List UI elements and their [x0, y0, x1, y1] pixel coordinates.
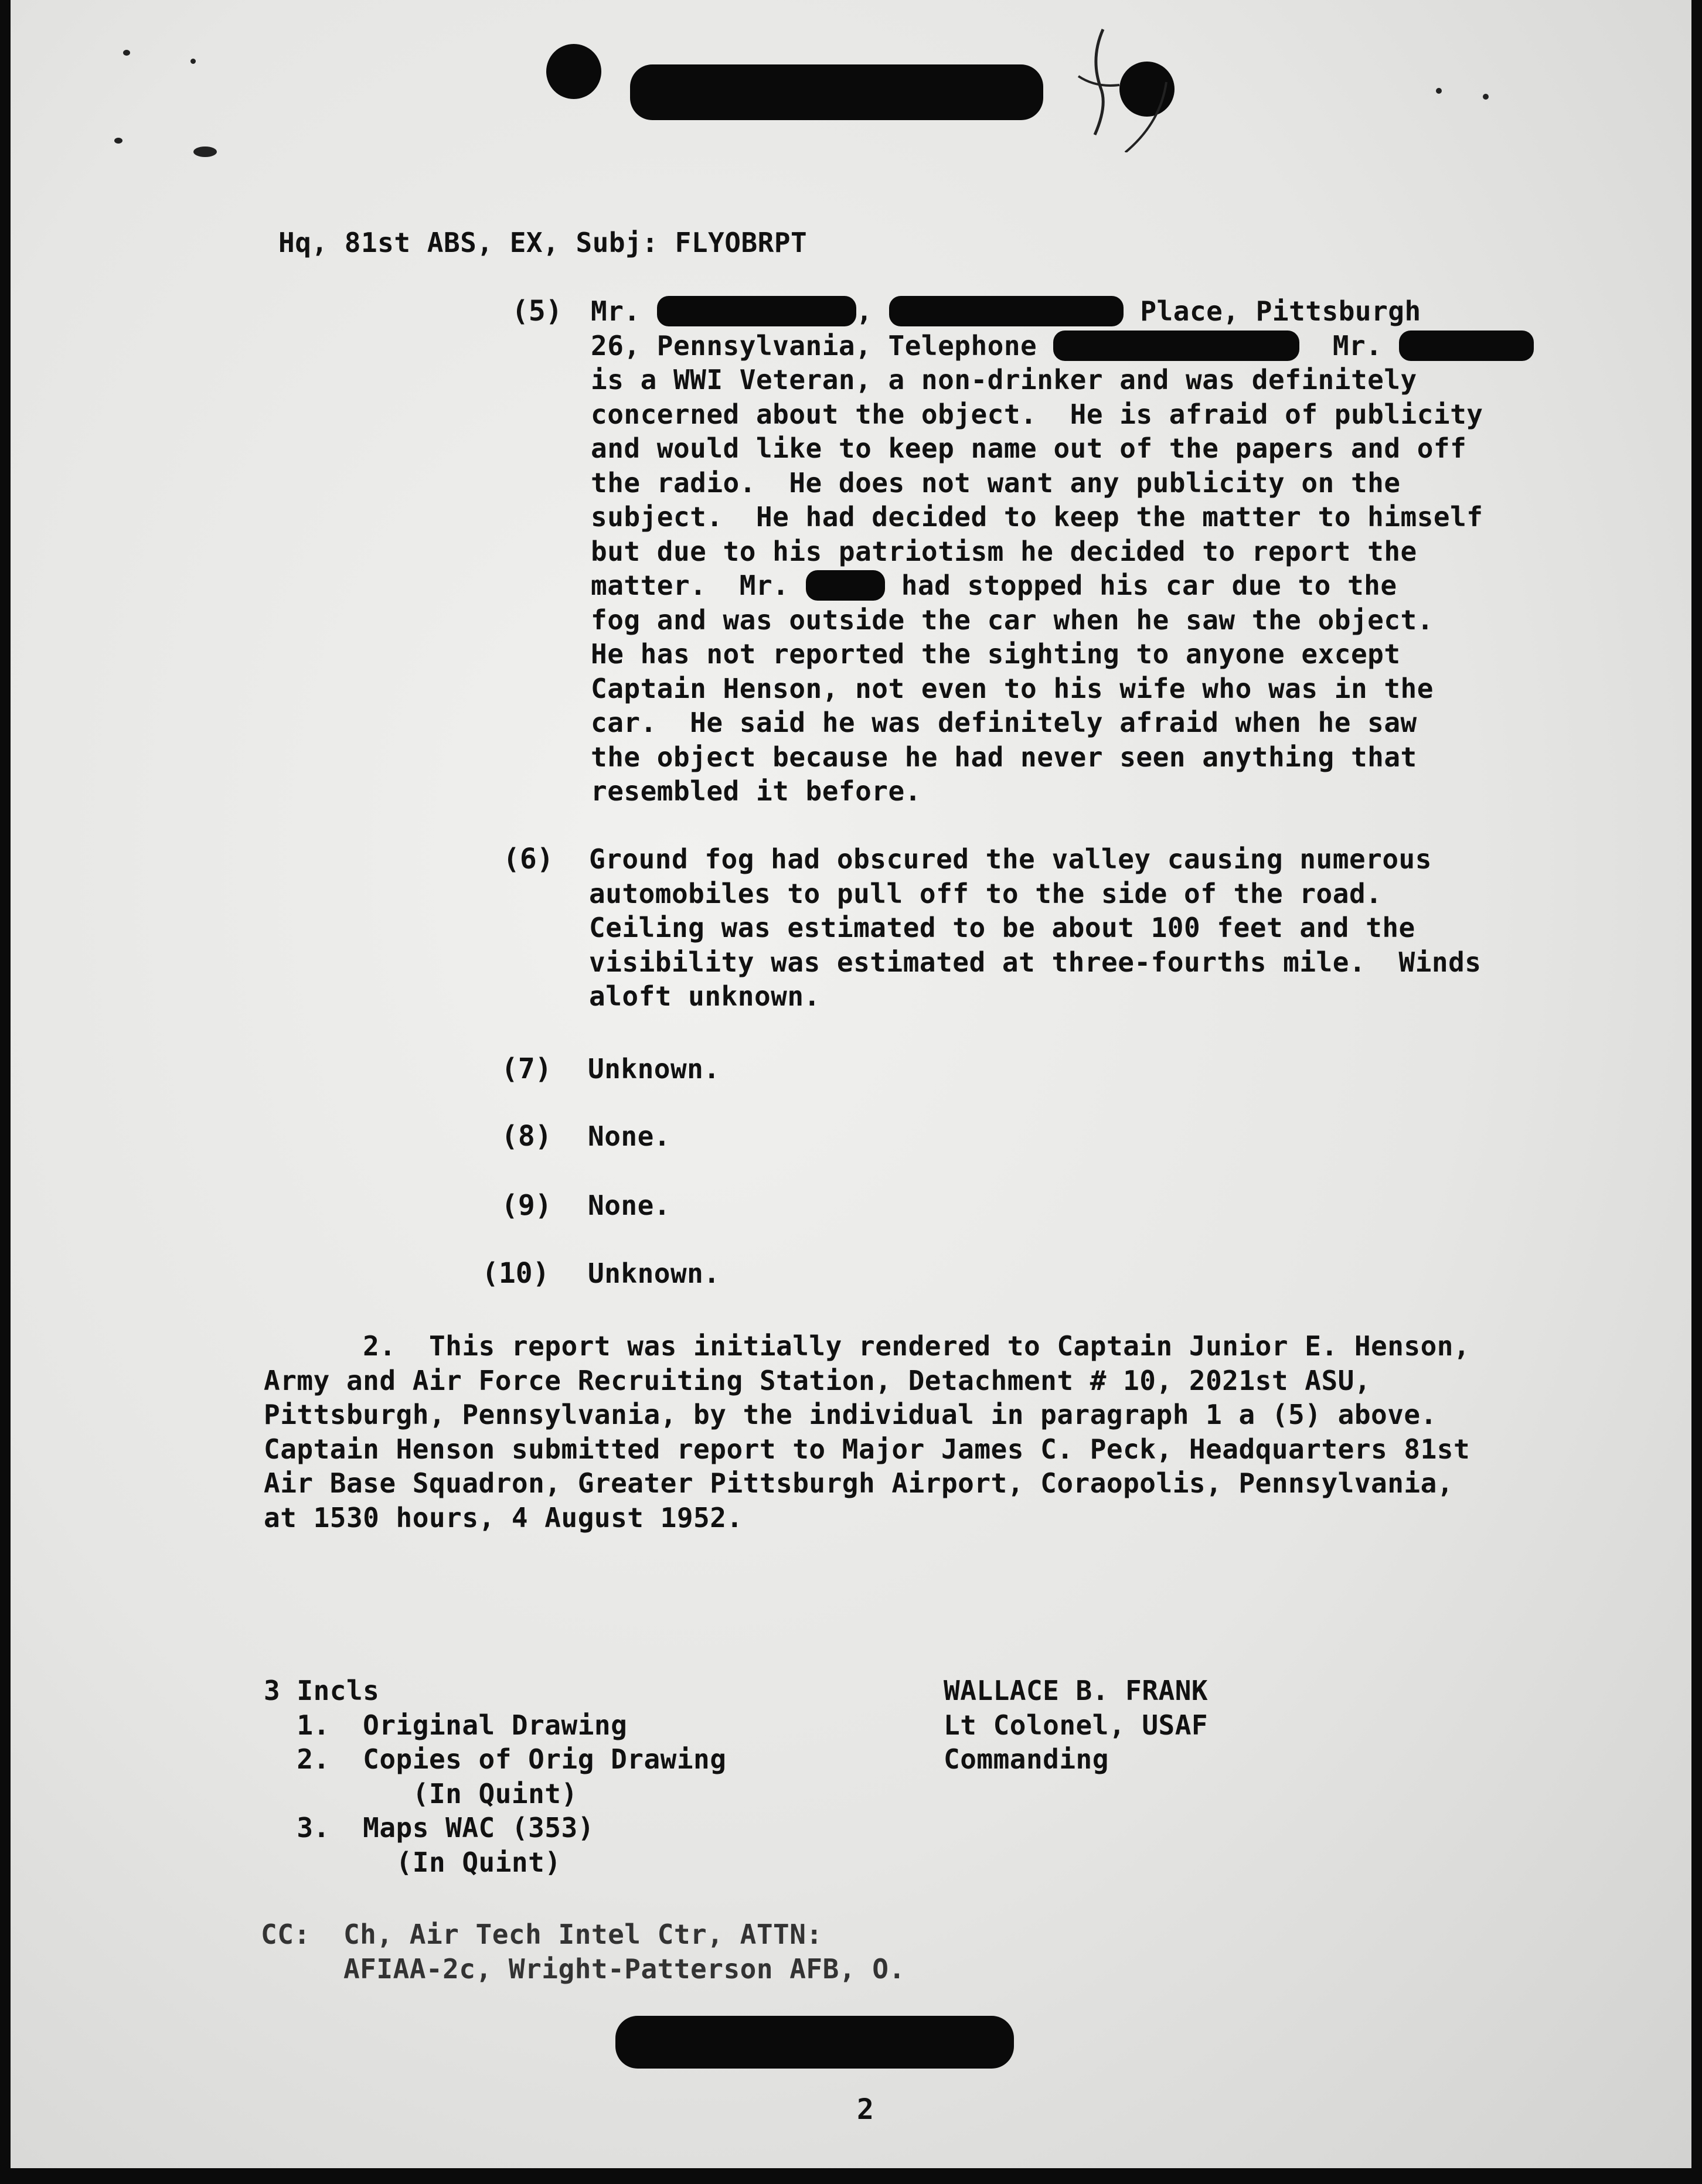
cc-block	[261, 1917, 906, 1986]
item-text: Unknown.	[588, 1053, 720, 1085]
text-line: but due to his patriotism he decided to report the	[591, 535, 1417, 567]
page-number: 2	[857, 2093, 874, 2126]
item-paragraph	[589, 842, 1482, 1014]
enclosure-item: (In Quint)	[264, 1846, 561, 1878]
text-line: at 1530 hours, 4 August 1952.	[264, 1501, 743, 1534]
redaction	[657, 296, 856, 326]
text-line: Mr.	[591, 295, 657, 327]
text-line: He has not reported the sighting to anyone except	[591, 638, 1401, 670]
enclosure-item: (In Quint)	[264, 1777, 578, 1810]
redaction	[806, 570, 885, 601]
item-number: (6)	[503, 843, 554, 875]
scan-speck	[1483, 94, 1489, 100]
enclosure-item: 3. Maps WAC (353)	[264, 1812, 594, 1844]
redaction-top-classification	[630, 64, 1043, 120]
text-line: Place, Pittsburgh	[1124, 295, 1421, 327]
text-line: Air Base Squadron, Greater Pittsburgh Airport, Coraopolis, Pennsylvania,	[264, 1467, 1453, 1499]
text-line: car. He said he was definitely afraid when he saw	[591, 707, 1417, 738]
text-line: Ground fog had obscured the valley causing numerous	[589, 843, 1432, 875]
scan-speck	[123, 50, 130, 56]
text-line: matter. Mr.	[591, 570, 806, 601]
enclosures-list	[264, 1674, 726, 1879]
text-line: the radio. He does not want any publicity on the	[591, 466, 1401, 499]
enclosure-item: 2. Copies of Orig Drawing	[264, 1743, 727, 1775]
punch-hole-left	[546, 44, 601, 99]
item-text: None.	[588, 1190, 670, 1221]
scan-speck	[1436, 88, 1442, 94]
signer-rank: Lt Colonel, USAF	[944, 1709, 1209, 1741]
paragraph-2	[264, 1329, 1470, 1535]
text-line: fog and was outside the car when he saw the object.	[591, 604, 1434, 636]
item-number: (8)	[501, 1120, 552, 1153]
scan-speck	[114, 138, 122, 144]
text-line: had stopped his car due to the	[884, 570, 1397, 601]
item-text: Unknown.	[588, 1258, 720, 1289]
text-line: visibility was estimated at three-fourths mile. Winds	[589, 946, 1482, 978]
text-line: ,	[856, 295, 890, 327]
handwritten-mark	[1067, 12, 1178, 152]
scan-speck	[193, 146, 217, 157]
cc-line: AFIAA-2c, Wright-Patterson AFB, O.	[261, 1953, 906, 1985]
header-subject-line: Hq, 81st ABS, EX, Subj: FLYOBRPT	[278, 227, 808, 258]
redaction	[889, 296, 1124, 326]
scan-speck	[190, 59, 196, 64]
text-line: is a WWI Veteran, a non-drinker and was definitely	[591, 364, 1417, 396]
redaction	[1053, 331, 1299, 361]
cc-line: CC: Ch, Air Tech Intel Ctr, ATTN:	[261, 1919, 823, 1950]
item-number: (5)	[512, 295, 563, 328]
text-line: Captain Henson submitted report to Major James C. Peck, Headquarters 81st	[264, 1433, 1470, 1465]
text-line: subject. He had decided to keep the matter to himself	[591, 501, 1483, 533]
item-number: (10)	[482, 1257, 550, 1290]
signer-title: Commanding	[944, 1743, 1109, 1775]
redaction	[1399, 331, 1534, 361]
text-line: and would like to keep name out of the papers and off	[591, 432, 1467, 464]
text-line: 26, Pennsylvania, Telephone	[591, 329, 1054, 362]
item-number: (7)	[501, 1052, 552, 1085]
redaction-bottom-classification	[615, 2016, 1014, 2069]
scan-border	[0, 2168, 1702, 2184]
signer-name: WALLACE B. FRANK	[944, 1675, 1209, 1706]
item-paragraph	[591, 294, 1534, 809]
item-number: (9)	[501, 1189, 552, 1222]
item-text: None.	[588, 1120, 670, 1152]
signature-block	[944, 1674, 1208, 1777]
text-line: concerned about the object. He is afraid of publicity	[591, 398, 1483, 430]
text-line: Army and Air Force Recruiting Station, Detachment # 10, 2021st ASU,	[264, 1364, 1371, 1396]
text-line: Pittsburgh, Pennsylvania, by the individual in paragraph 1 a (5) above.	[264, 1399, 1437, 1430]
enclosure-item: 1. Original Drawing	[264, 1709, 628, 1741]
text-line: Mr.	[1299, 329, 1399, 362]
text-line: Ceiling was estimated to be about 100 feet and the	[589, 912, 1415, 943]
text-line: automobiles to pull off to the side of the road.	[589, 877, 1383, 909]
text-line: 2. This report was initially rendered to Captain Junior E. Henson,	[264, 1330, 1470, 1362]
text-line: aloft unknown.	[589, 980, 821, 1012]
enclosures-heading: 3 Incls	[264, 1675, 380, 1706]
text-line: resembled it before.	[591, 775, 921, 807]
text-line: the object because he had never seen anything that	[591, 741, 1417, 773]
text-line: Captain Henson, not even to his wife who was in the	[591, 672, 1434, 704]
